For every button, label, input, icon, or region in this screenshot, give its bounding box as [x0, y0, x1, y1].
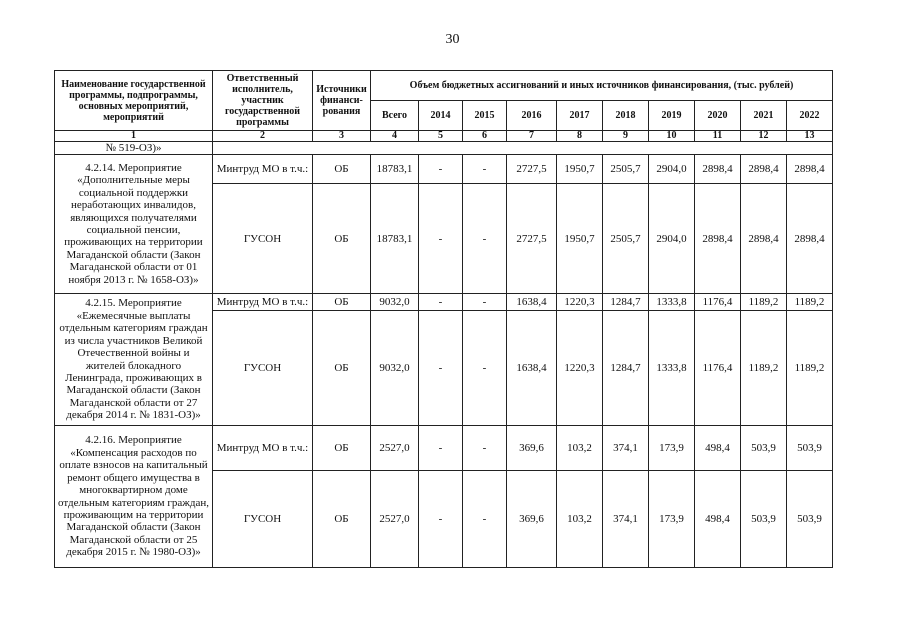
source-cell: ОБ [313, 311, 371, 426]
value-cell: 2898,4 [695, 155, 741, 184]
source-cell: ОБ [313, 294, 371, 311]
value-cell: 503,9 [741, 426, 787, 471]
column-number: 8 [557, 131, 603, 142]
budget-table [54, 70, 833, 568]
value-cell: 2898,4 [787, 184, 833, 294]
value-cell: 18783,1 [371, 184, 419, 294]
header-year: 2018 [603, 101, 649, 131]
header-name: Наименование государственной программы, подпрограммы, основных мероприятий, мероприятий [55, 71, 213, 131]
value-cell: 2898,4 [787, 155, 833, 184]
value-cell: - [419, 311, 463, 426]
value-cell: 1333,8 [649, 311, 695, 426]
source-cell: ОБ [313, 155, 371, 184]
value-cell: 2527,0 [371, 426, 419, 471]
value-cell: 374,1 [603, 471, 649, 568]
value-cell: - [419, 155, 463, 184]
value-cell: 2898,4 [741, 184, 787, 294]
header-sources: Источники финанси-рования [313, 71, 371, 131]
header-year: Всего [371, 101, 419, 131]
value-cell: 2904,0 [649, 184, 695, 294]
header-year: 2021 [741, 101, 787, 131]
source-cell: ОБ [313, 471, 371, 568]
header-volume: Объем бюджетных ассигнований и иных источников финансирования, (тыс. рублей) [371, 71, 833, 101]
value-cell: 369,6 [507, 426, 557, 471]
column-number: 13 [787, 131, 833, 142]
value-cell: 103,2 [557, 471, 603, 568]
value-cell: 498,4 [695, 471, 741, 568]
value-cell: 173,9 [649, 426, 695, 471]
header-year: 2014 [419, 101, 463, 131]
value-cell: 1176,4 [695, 294, 741, 311]
value-cell: 1950,7 [557, 184, 603, 294]
header-year: 2020 [695, 101, 741, 131]
value-cell: 1950,7 [557, 155, 603, 184]
value-cell: - [463, 294, 507, 311]
header-year: 2015 [463, 101, 507, 131]
value-cell: - [463, 471, 507, 568]
header-year: 2017 [557, 101, 603, 131]
value-cell: 498,4 [695, 426, 741, 471]
column-number: 5 [419, 131, 463, 142]
value-cell: 1638,4 [507, 311, 557, 426]
column-number: 12 [741, 131, 787, 142]
executor-cell: ГУСОН [213, 184, 313, 294]
header-year: 2016 [507, 101, 557, 131]
value-cell: 2727,5 [507, 184, 557, 294]
value-cell: 1189,2 [741, 311, 787, 426]
measure-row-ministry [55, 155, 833, 184]
value-cell: - [419, 426, 463, 471]
column-number-row [55, 131, 833, 142]
value-cell: - [463, 311, 507, 426]
executor-cell: Минтруд МО в т.ч.: [213, 155, 313, 184]
column-number: 1 [55, 131, 213, 142]
value-cell: 503,9 [741, 471, 787, 568]
value-cell: 103,2 [557, 426, 603, 471]
measure-name: 4.2.15. Мероприятие «Ежемесячные выплаты отдельным категориям граждан из числа участников Великой Отечественной войны и жителей блокадного Ленинграда, проживающих в Магаданской области (Закон Магаданской области от 27 декабря 2014 г. № 1831-ОЗ)» [55, 294, 213, 426]
measures-body [55, 155, 833, 568]
column-number: 2 [213, 131, 313, 142]
column-number: 9 [603, 131, 649, 142]
column-number: 4 [371, 131, 419, 142]
value-cell: 1189,2 [741, 294, 787, 311]
value-cell: 503,9 [787, 426, 833, 471]
value-cell: 1284,7 [603, 311, 649, 426]
value-cell: 1176,4 [695, 311, 741, 426]
value-cell: 1220,3 [557, 294, 603, 311]
value-cell: 2527,0 [371, 471, 419, 568]
value-cell: 1189,2 [787, 311, 833, 426]
value-cell: 1284,7 [603, 294, 649, 311]
column-number: 7 [507, 131, 557, 142]
executor-cell: ГУСОН [213, 311, 313, 426]
page-number: 30 [445, 32, 460, 47]
value-cell: - [463, 155, 507, 184]
measure-row-ministry [55, 294, 833, 311]
value-cell: 1220,3 [557, 311, 603, 426]
value-cell: 2898,4 [695, 184, 741, 294]
column-number: 10 [649, 131, 695, 142]
header-year: 2019 [649, 101, 695, 131]
source-cell: ОБ [313, 184, 371, 294]
measure-row-ministry [55, 426, 833, 471]
value-cell: - [419, 184, 463, 294]
value-cell: 503,9 [787, 471, 833, 568]
value-cell: 9032,0 [371, 294, 419, 311]
header-year: 2022 [787, 101, 833, 131]
value-cell: 9032,0 [371, 311, 419, 426]
value-cell: 2727,5 [507, 155, 557, 184]
value-cell: 369,6 [507, 471, 557, 568]
value-cell: 1638,4 [507, 294, 557, 311]
value-cell: - [419, 294, 463, 311]
executor-cell: Минтруд МО в т.ч.: [213, 426, 313, 471]
executor-cell: ГУСОН [213, 471, 313, 568]
header-executor: Ответственный исполнитель, участник государственной программы [213, 71, 313, 131]
continuation-row [55, 142, 833, 155]
value-cell: 18783,1 [371, 155, 419, 184]
value-cell: 2898,4 [741, 155, 787, 184]
value-cell: 374,1 [603, 426, 649, 471]
value-cell: 2505,7 [603, 184, 649, 294]
value-cell: - [463, 426, 507, 471]
value-cell: - [419, 471, 463, 568]
measure-name: 4.2.16. Мероприятие «Компенсация расходов по оплате взносов на капитальный ремонт общего имущества в многоквартирном доме отдельным категориям граждан, проживающим на территории Магаданской области (Закон Магаданской области от 25 декабря 2015 г. № 1980-ОЗ)» [55, 426, 213, 568]
column-number: 3 [313, 131, 371, 142]
value-cell: 2904,0 [649, 155, 695, 184]
value-cell: 1333,8 [649, 294, 695, 311]
measure-name: 4.2.14. Мероприятие «Дополнительные меры социальной поддержки неработающих инвалидов, являющихся получателями социальной пенсии, проживающих на территории Магаданской области (Закон Магаданской области от 01 ноября 2013 г. № 1658-ОЗ)» [55, 155, 213, 294]
column-number: 11 [695, 131, 741, 142]
continuation-text: № 519-ОЗ)» [55, 142, 213, 155]
source-cell: ОБ [313, 426, 371, 471]
executor-cell: Минтруд МО в т.ч.: [213, 294, 313, 311]
value-cell: - [463, 184, 507, 294]
value-cell: 173,9 [649, 471, 695, 568]
column-number: 6 [463, 131, 507, 142]
value-cell: 1189,2 [787, 294, 833, 311]
value-cell: 2505,7 [603, 155, 649, 184]
